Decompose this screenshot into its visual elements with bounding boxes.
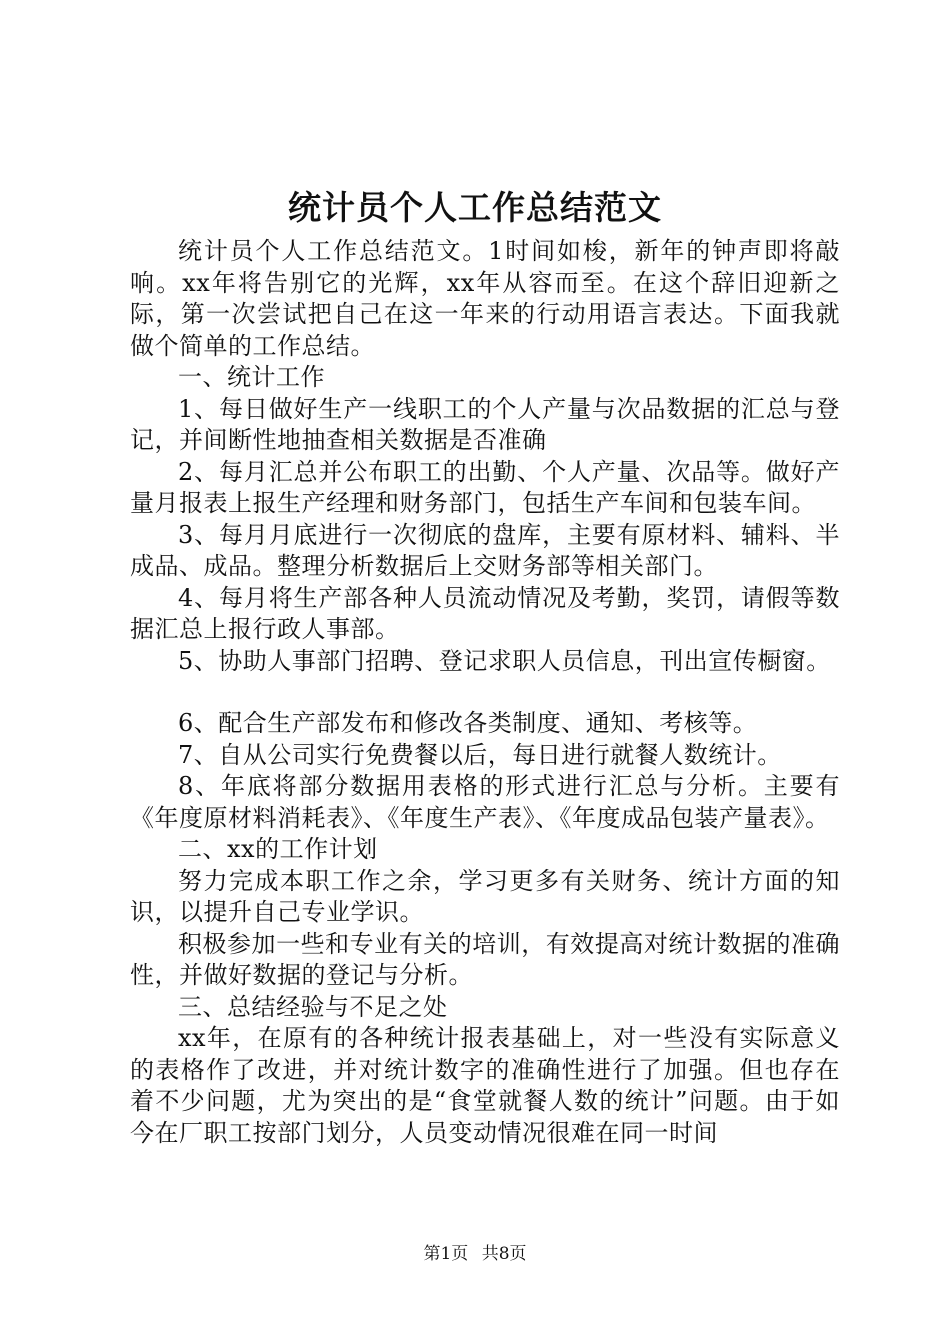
- document-title: 统计员个人工作总结范文: [288, 188, 662, 227]
- list-item-8: 8、年底将部分数据用表格的形式进行汇总与分析。主要有《年度原材料消耗表》、《年度生产表》、《年度成品包装产量表》。: [130, 772, 840, 832]
- section-heading-summary: 三、总结经验与不足之处: [178, 992, 448, 1021]
- section-heading-statistics-work: 一、统计工作: [178, 363, 325, 391]
- section-heading-work-plan: 二、xx的工作计划: [178, 835, 378, 863]
- list-item-7: 7、自从公司实行免费餐以后，每日进行就餐人数统计。: [178, 740, 782, 769]
- list-item-1: 1、每日做好生产一线职工的个人产量与次品数据的汇总与登记，并间断性地抽查相关数据是否准确: [130, 394, 840, 454]
- list-item-6: 6、配合生产部发布和修改各类制度、通知、考核等。: [178, 709, 758, 737]
- intro-paragraph: 统计员个人工作总结范文。1时间如梭，新年的钟声即将敲响。xx年将告别它的光辉，xx年从容而至。在这个辞旧迎新之际，第一次尝试把自己在这一年来的行动用语言表达。下面我就做个简单的工作总结。: [130, 237, 840, 360]
- page-total: 共8页: [481, 1244, 527, 1264]
- list-item-4: 4、每月将生产部各种人员流动情况及考勤，奖罚，请假等数据汇总上报行政人事部。: [130, 583, 840, 643]
- plan-paragraph-2: 积极参加一些和专业有关的培训，有效提高对统计数据的准确性，并做好数据的登记与分析。: [130, 929, 840, 989]
- list-item-3: 3、每月月底进行一次彻底的盘库，主要有原材料、辅料、半成品、成品。整理分析数据后上交财务部等相关部门。: [130, 520, 840, 580]
- summary-paragraph: xx年，在原有的各种统计报表基础上，对一些没有实际意义的表格作了改进，并对统计数字的准确性进行了加强。但也存在着不少问题，尤为突出的是“食堂就餐人数的统计”问题。由于如今在厂职工按部门划分，人员变动情况很难在同一时间: [130, 1024, 840, 1147]
- list-item-2: 2、每月汇总并公布职工的出勤、个人产量、次品等。做好产量月报表上报生产经理和财务部门，包括生产车间和包装车间。: [130, 457, 840, 517]
- plan-paragraph-1: 努力完成本职工作之余，学习更多有关财务、统计方面的知识，以提升自己专业学识。: [130, 866, 840, 926]
- list-item-5: 5、协助人事部门招聘、登记求职人员信息，刊出宣传橱窗。: [178, 646, 831, 675]
- page-number: 第1页: [423, 1244, 469, 1264]
- page-footer: [0, 1242, 950, 1266]
- document-body: [130, 236, 840, 1149]
